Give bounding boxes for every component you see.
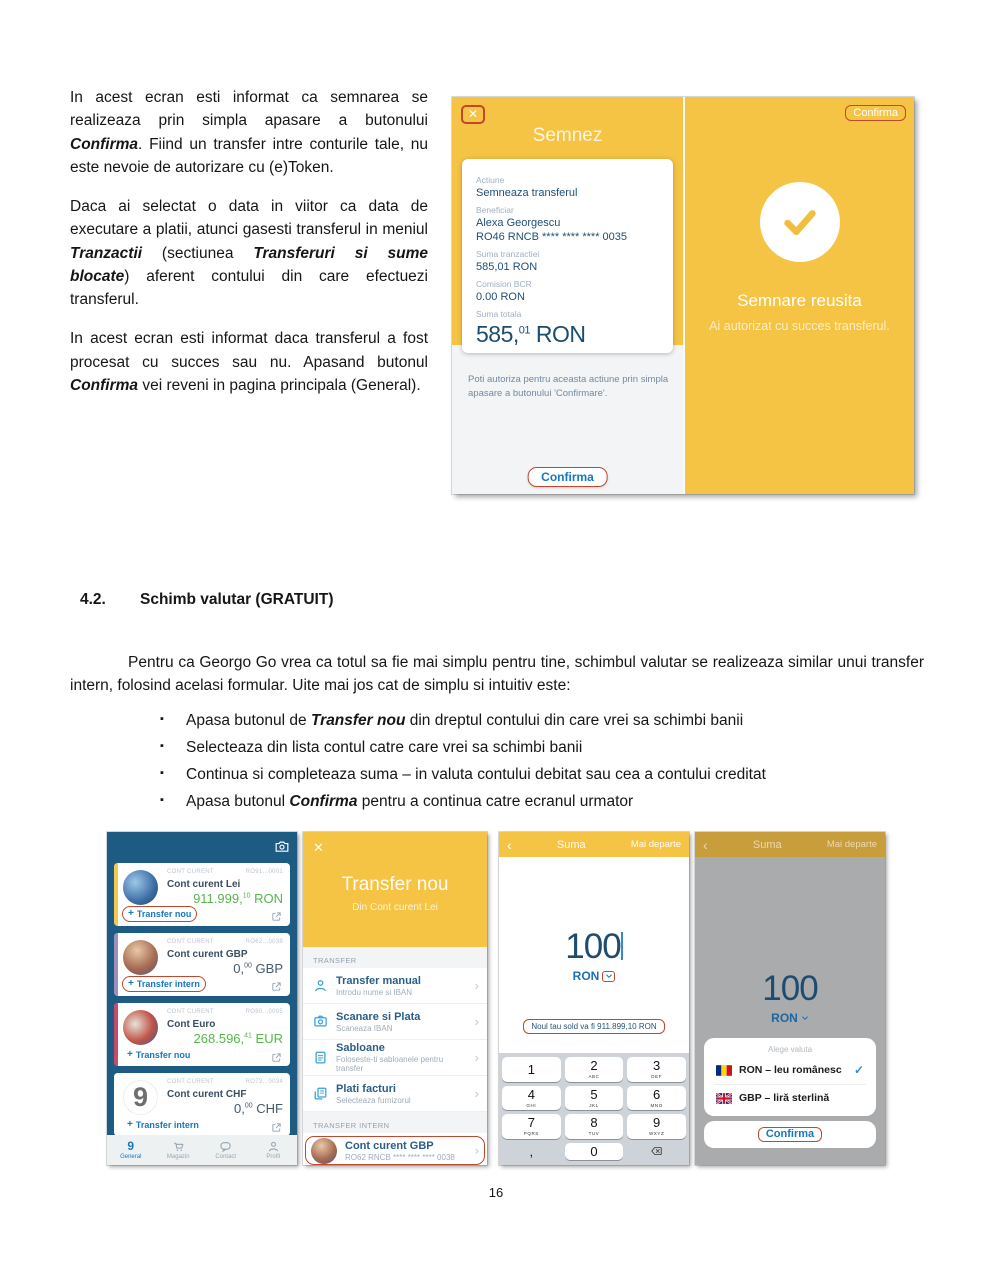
keypad-key-comma[interactable] [502,1143,561,1161]
key-letters: TUV [588,1131,600,1137]
key-digit: 3 [653,1058,661,1074]
account-card-list [107,857,297,1136]
transfer-menu-header [303,832,487,947]
account-card[interactable] [114,933,290,996]
chevron-down-icon [801,1011,809,1025]
bills-icon [313,1086,328,1101]
bullet-item: ▪ Apasa butonul Confirma pentru a continua catre ecranul urmator [142,792,912,813]
menu-item[interactable] [303,1040,487,1076]
field-value: 0.00 RON [476,291,525,303]
field-label: Beneficiar [476,205,514,215]
account-iban: RO91...0001 [245,869,283,875]
amount-topbar [499,832,689,857]
section-number: 4.2. [80,591,106,608]
paragraph: In acest ecran esti informat daca transferul a fost procesat cu succes sau nu. Apasand butonul Confirma vei reveni in pagina principala (General). [70,330,428,394]
camera-icon [313,1014,328,1029]
section-heading [80,591,333,609]
plus-icon: + [128,908,134,919]
account-type-label: CONT CURENT [167,869,214,875]
figure-sign-screens [452,97,914,494]
key-digit: , [529,1143,534,1159]
paragraph: Daca ai selectat o data in viitor ca data de executare a platii, atunci gasesti transferul in meniul Tranzactii (sectiunea Transferuri si sume blocate) aferent contului din care efectuezi transferul. [70,198,428,308]
confirma-button[interactable]: Confirma [704,1121,876,1148]
keypad-key-0[interactable] [565,1143,624,1161]
section-intro: Pentru ca Georgo Go vrea ca totul sa fie mai simplu pentru tine, schimbul valutar se realizeaza similar unui transfer intern, folosind acelasi formular. Uite mai jos cat de simplu si intuitiv este: [70,654,924,695]
transfer-action-link[interactable] [122,906,197,922]
success-subtitle: Ai autorizat cu succes transferul. [709,319,890,333]
total-amount: 585,01 RON [476,321,586,347]
menu-item-subtitle: Foloseste-ti sabloanele pentru transfer [336,1055,444,1073]
key-letters: GHI [526,1102,537,1108]
key-letters: DEF [651,1074,663,1080]
accounts-topbar [107,832,297,857]
screen-title: Transfer nou [341,874,449,895]
menu-item[interactable] [303,1004,487,1040]
tab-magazin[interactable] [155,1135,203,1165]
person-icon [267,1140,280,1153]
close-icon: ✕ [467,107,479,121]
next-button[interactable]: Mai departe [826,839,877,850]
menu-item-subtitle: RO62 RNCB **** **** **** 0038 [345,1152,455,1162]
keypad [499,1053,689,1165]
keypad-key-2[interactable] [565,1057,624,1082]
back-icon[interactable]: ‹ [703,836,708,853]
bullet-item: ▪ Selecteaza din lista contul catre care vrei sa schimbi banii [142,738,912,759]
george-logo-icon: 9 [123,1080,158,1115]
menu-item-title: Scanare si Plata [336,1010,421,1023]
menu-item[interactable] [303,968,487,1004]
field-label: Suma totala [476,309,522,319]
key-digit: 0 [590,1143,598,1159]
transfer-action-label: Transfer nou [136,908,192,919]
section-label-transfer-intern: TRANSFER INTERN [313,1121,390,1130]
keypad-key-1[interactable] [502,1057,561,1082]
key-digit: 2 [590,1058,598,1074]
menu-item-title: Plati facturi [336,1082,396,1095]
sign-summary-card [462,159,673,353]
accounts-screen [107,832,297,1165]
page-number: 16 [488,1185,504,1200]
transfer-menu-list [303,968,487,1112]
field-value: RO46 RNCB **** **** **** 0035 [476,231,628,243]
back-icon[interactable]: ‹ [507,836,512,853]
currency-option-label: GBP – liră sterlină [739,1092,830,1104]
check-icon: ✓ [853,1063,864,1077]
transfer-action-label: Transfer nou [135,1049,191,1060]
close-button[interactable] [461,105,485,124]
key-letters: ABC [588,1074,600,1080]
section-title: Schimb valutar (GRATUIT) [140,591,334,608]
tab-contact[interactable] [202,1135,250,1165]
account-iban: RO62...0038 [245,939,283,945]
field-label: Actiune [476,175,505,185]
menu-item[interactable] [303,1076,487,1112]
plus-icon: + [127,1119,133,1130]
ro-flag-icon [716,1065,732,1076]
chevron-right-icon: › [474,1014,479,1029]
balance-note: Noul tau sold va fi 911.899,10 RON [499,1019,689,1034]
screen-subtitle: Din Cont curent Lei [352,902,438,913]
screen-title: Suma [752,838,782,851]
transfer-action-link[interactable] [122,976,206,992]
tab-profil[interactable] [250,1135,298,1165]
gb-flag-icon [716,1093,732,1104]
tab-bar [107,1135,297,1165]
amount-topbar [695,832,885,857]
keypad-key-9[interactable] [627,1114,686,1139]
field-value: Semneaza transferul [476,187,578,199]
tab-label: Magazin [166,1154,190,1160]
account-type-label: CONT CURENT [167,1009,214,1015]
account-balance: 0,00 CHF [234,1101,283,1116]
field-label: Suma tranzactiei [476,249,540,259]
keypad-key-4[interactable] [502,1086,561,1111]
text-caret [621,932,623,960]
menu-item-subtitle: Selecteaza furnizorul [336,1095,411,1105]
template-icon [313,1050,328,1065]
keypad-key-8[interactable] [565,1114,624,1139]
amount-screen [499,832,689,1165]
currency-option[interactable] [714,1084,866,1111]
backspace-key[interactable] [627,1143,686,1161]
menu-item-title: Cont curent GBP [345,1139,434,1152]
open-account-icon[interactable] [271,979,282,990]
close-icon[interactable]: ✕ [313,840,324,855]
intro-paragraphs [70,86,428,413]
authorization-note: Poti autoriza pentru aceasta actiune prin simpla apasare a butonului 'Confirmare'. [468,374,669,399]
transfer-action-link[interactable] [122,1118,204,1132]
menu-item-subtitle: Introdu nume si IBAN [336,987,413,997]
bullet-item: ▪ Continua si completeaza suma – in valuta contului debitat sau cea a contului creditat [142,765,912,786]
george-logo-icon: 9 [127,1139,135,1153]
open-account-icon[interactable] [271,1120,282,1131]
keypad-key-7[interactable] [502,1114,561,1139]
tab-label: General [120,1154,142,1160]
key-digit: 7 [527,1115,535,1131]
currency-option[interactable] [714,1056,866,1084]
keypad-key-6[interactable] [627,1086,686,1111]
account-name: Cont curent CHF [167,1089,247,1100]
transfer-menu-screen [303,832,487,1165]
menu-item-title: Sabloane [336,1042,385,1054]
sign-title: Semnez [532,125,603,146]
chevron-down-icon[interactable] [602,971,615,982]
key-digit: 9 [653,1115,661,1131]
account-card[interactable] [114,1003,290,1066]
currency-selector[interactable]: RON [499,969,689,983]
next-button[interactable]: Mai departe [630,839,681,850]
avatar [123,940,158,975]
transfer-action-label: Transfer intern [135,1119,199,1130]
avatar [311,1138,337,1164]
keypad-key-3[interactable] [627,1057,686,1082]
transfer-action-label: Transfer intern [136,978,200,989]
avatar [123,1010,158,1045]
tab-label: Profil [266,1154,281,1160]
account-balance: 0,00 GBP [233,961,283,976]
account-name: Cont curent GBP [167,949,248,960]
chevron-right-icon: › [474,978,479,993]
key-digit: 1 [527,1061,535,1077]
menu-item-title: Transfer manual [336,974,421,987]
key-letters: MNO [650,1102,663,1108]
key-digit: 8 [590,1115,598,1131]
sign-fields [476,175,659,303]
currency-option-label: RON – leu românesc [739,1064,842,1076]
currency-picker-screen [695,832,885,1165]
account-balance: 268.596,41 EUR [193,1031,283,1046]
key-letters: WXYZ [648,1131,665,1137]
key-digit: 5 [590,1086,598,1102]
confirma-button[interactable]: Confirma [527,467,608,487]
field-label: Comision BCR [476,279,532,289]
currency-modal [704,1038,876,1116]
camera-icon[interactable] [275,839,289,850]
screen-title: Suma [556,838,586,851]
tab-general[interactable] [107,1135,155,1165]
key-digit: 6 [653,1086,661,1102]
account-card[interactable] [114,1073,290,1136]
key-letters: PQRS [523,1131,539,1137]
modal-title: Alege valuta [767,1045,813,1054]
account-balance: 911.999,10 RON [193,891,283,906]
cart-icon [172,1140,185,1153]
account-card[interactable] [114,863,290,926]
menu-item-subtitle: Scaneaza IBAN [336,1023,393,1033]
confirma-button[interactable]: Confirma [845,105,906,121]
paragraph: In acest ecran esti informat ca semnarea se realizeaza prin simpla apasare a butonului Confirma. Fiind un transfer intre conturile tale, nu este nevoie de autorizare cu (e)Token. [70,89,428,176]
amount-value: 100 [762,969,818,1008]
account-name: Cont Euro [167,1019,216,1030]
currency-options [714,1056,866,1111]
tab-label: Contact [215,1154,237,1160]
transfer-action-link[interactable] [122,1048,195,1062]
success-title: Semnare reusita [737,291,862,310]
internal-transfer-account-row[interactable] [303,1133,487,1165]
success-screen [683,97,914,494]
plus-icon: + [128,978,134,989]
account-type-label: CONT CURENT [167,1079,214,1085]
amount-input[interactable]: 100 [565,927,621,966]
chevron-right-icon: › [474,1143,479,1158]
key-digit: 4 [527,1086,535,1102]
keypad-key-5[interactable] [565,1086,624,1111]
account-type-label: CONT CURENT [167,939,214,945]
bullet-item: ▪ Apasa butonul de Transfer nou din dreptul contului din care vrei sa schimbi banii [142,711,912,732]
plus-icon: + [127,1049,133,1060]
section-label-transfer: TRANSFER [313,956,357,965]
field-value: Alexa Georgescu [476,217,561,229]
open-account-icon[interactable] [271,1050,282,1061]
sign-screen [452,97,683,494]
chat-icon [219,1140,232,1153]
currency-selector: RON [695,1011,885,1025]
success-check-icon [760,182,840,262]
account-iban: RO80...0005 [245,1009,283,1015]
open-account-icon[interactable] [271,909,282,920]
chevron-right-icon: › [474,1086,479,1101]
account-iban: RO73...0034 [245,1079,283,1085]
field-value: 585,01 RON [476,261,538,273]
key-letters: JKL [589,1102,599,1108]
avatar [123,870,158,905]
account-name: Cont curent Lei [167,879,241,890]
chevron-right-icon: › [474,1050,479,1065]
bullet-list [142,711,912,819]
person-icon [313,978,328,993]
